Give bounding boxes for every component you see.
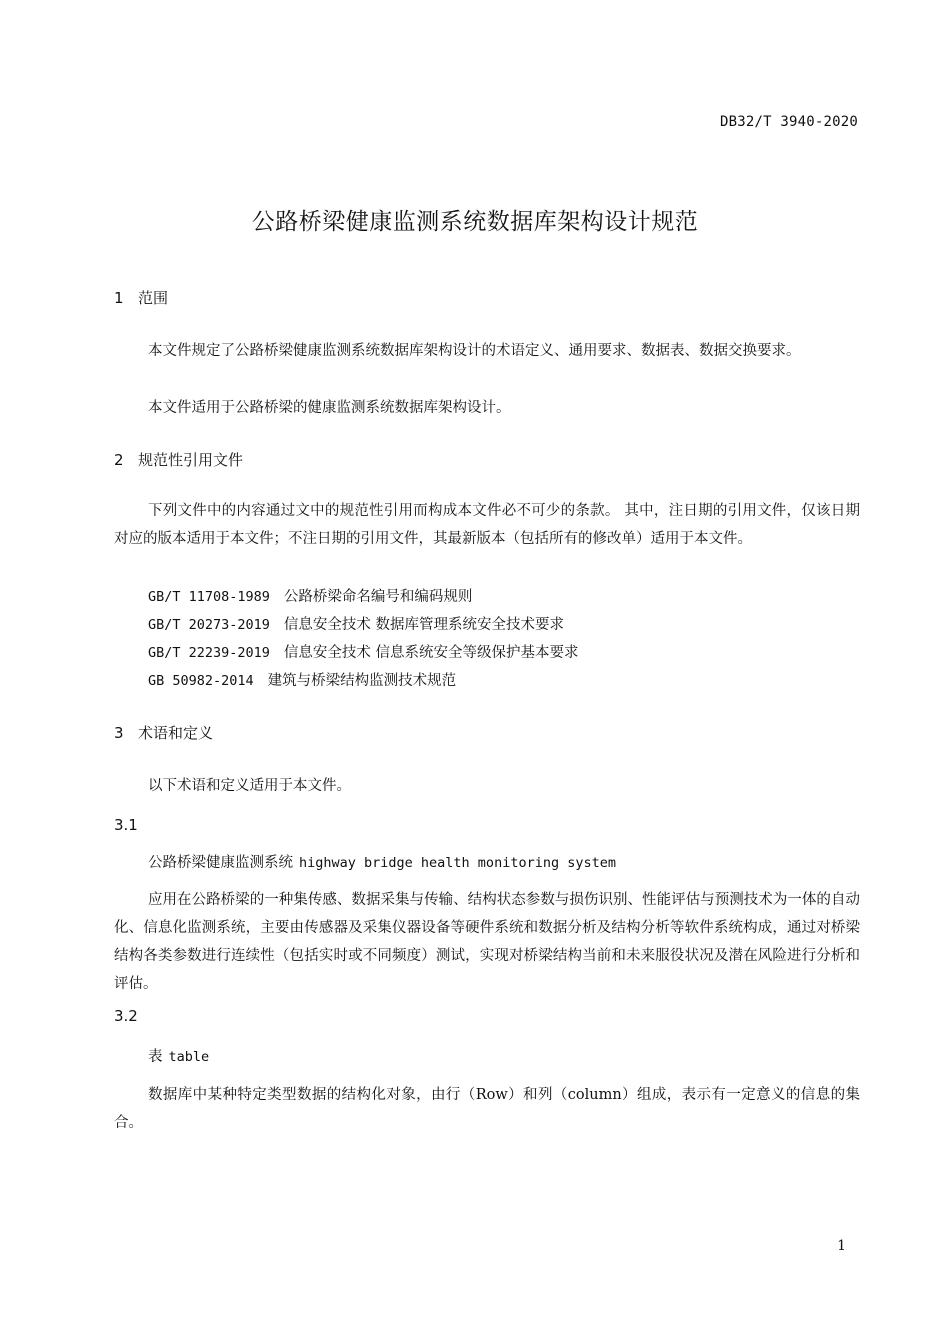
term-title bbox=[148, 1045, 209, 1066]
reference-name: 信息安全技术 数据库管理系统安全技术要求 bbox=[283, 617, 565, 633]
reference-name: 信息安全技术 信息系统安全等级保护基本要求 bbox=[283, 645, 579, 661]
reference-item bbox=[148, 585, 472, 606]
page-title: 公路桥梁健康监测系统数据库架构设计规范 bbox=[251, 209, 699, 235]
reference-name: 建筑与桥梁结构监测技术规范 bbox=[267, 673, 457, 689]
term-chinese: 公路桥梁健康监测系统 bbox=[148, 855, 293, 871]
section-number: 3 bbox=[114, 724, 124, 742]
reference-item bbox=[148, 613, 564, 634]
term-number: 3.1 bbox=[114, 816, 138, 834]
section-heading-terms bbox=[114, 722, 213, 743]
section-heading-scope bbox=[114, 287, 168, 308]
term-chinese: 表 bbox=[148, 1049, 163, 1065]
term-definition: 应用在公路桥梁的一种集传感、数据采集与传输、结构状态参数与损伤识别、性能评估与预测技术为一体的自动化、信息化监测系统，主要由传感器及采集仪器设备等硬件系统和数据分析及结构分析等软件系统构成，通过对桥梁结构各类参数进行连续性（包括实时或不同频度）测试，实现对桥梁结构当前和未来服役状况及潜在风险进行分析和评估。 bbox=[114, 892, 860, 992]
reference-code: GB 50982-2014 bbox=[148, 673, 254, 689]
term-english: highway bridge health monitoring system bbox=[299, 855, 616, 871]
terms-intro: 以下术语和定义适用于本文件。 bbox=[148, 778, 351, 794]
scope-paragraph-1: 本文件规定了公路桥梁健康监测系统数据库架构设计的术语定义、通用要求、数据表、数据交换要求。 bbox=[148, 343, 801, 359]
reference-code: GB/T 20273-2019 bbox=[148, 617, 270, 633]
term-number: 3.2 bbox=[114, 1007, 138, 1025]
scope-paragraph-2: 本文件适用于公路桥梁的健康监测系统数据库架构设计。 bbox=[148, 400, 511, 416]
section-title: 规范性引用文件 bbox=[138, 451, 244, 469]
term-title bbox=[148, 851, 616, 872]
section-title: 术语和定义 bbox=[138, 724, 214, 742]
term-english: table bbox=[168, 1049, 210, 1065]
reference-item bbox=[148, 641, 579, 662]
section-number: 1 bbox=[114, 289, 124, 307]
section-title: 范围 bbox=[138, 289, 169, 307]
document-number: DB32/T 3940-2020 bbox=[719, 114, 858, 130]
reference-code: GB/T 22239-2019 bbox=[148, 645, 270, 661]
normative-paragraph: 下列文件中的内容通过文中的规范性引用而构成本文件必不可少的条款。 其中，注日期的引用文件，仅该日期对应的版本适用于本文件；不注日期的引用文件，其最新版本（包括所有的修改单）适用于本文件。 bbox=[114, 503, 860, 547]
term-definition: 数据库中某种特定类型数据的结构化对象，由行（Row）和列（column）组成，表示有一定意义的信息的集合。 bbox=[114, 1087, 860, 1131]
reference-name: 公路桥梁命名编号和编码规则 bbox=[283, 589, 473, 605]
section-number: 2 bbox=[114, 451, 124, 469]
page-number: 1 bbox=[837, 1238, 846, 1254]
reference-item bbox=[148, 669, 456, 690]
section-heading-normative bbox=[114, 449, 243, 470]
reference-code: GB/T 11708-1989 bbox=[148, 589, 270, 605]
